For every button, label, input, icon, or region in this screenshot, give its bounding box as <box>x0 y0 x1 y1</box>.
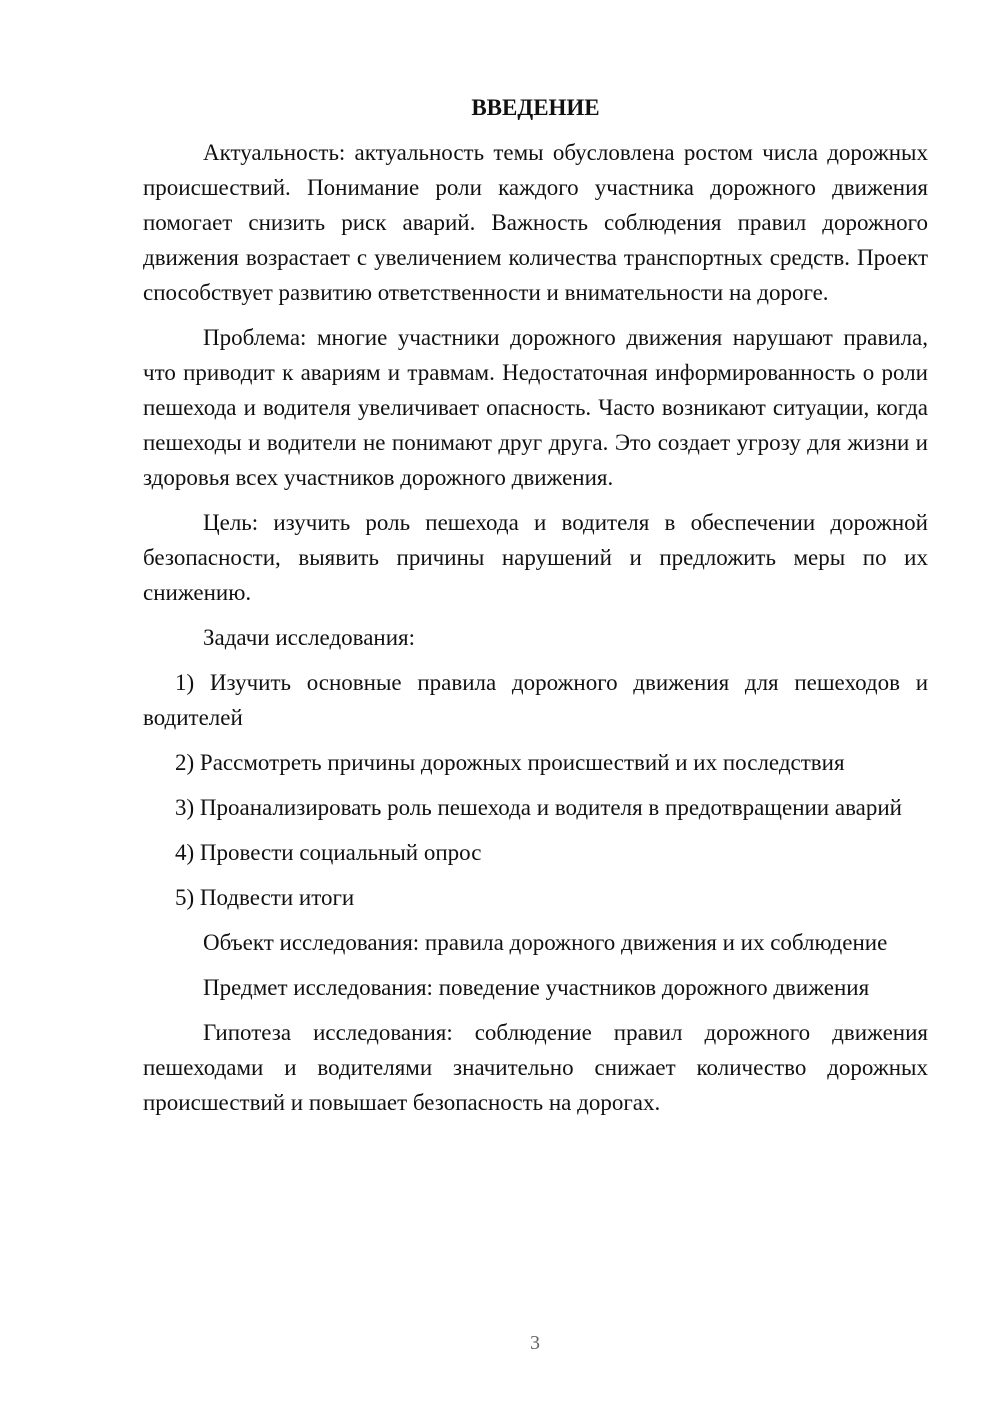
hypothesis-paragraph: Гипотеза исследования: соблюдение правил дорожного движения пешеходами и водителями значительно снижает количество дорожных происшествий и повышает безопасность на дорогах. <box>143 1020 928 1115</box>
task-item-1: 1) Изучить основные правила дорожного движения для пешеходов и водителей <box>143 670 928 730</box>
subject-paragraph: Предмет исследования: поведение участников дорожного движения <box>203 975 870 1000</box>
page-content <box>143 90 928 1130</box>
problem-paragraph: Проблема: многие участники дорожного движения нарушают правила, что приводит к авариям и травмам. Недостаточная информированность о роли пешехода и водителя увеличивает опасность. Часто возникают ситуации, когда пешеходы и водители не понимают друг друга. Это создает угрозу для жизни и здоровья всех участников дорожного движения. <box>143 325 928 490</box>
page-number: 3 <box>530 1332 540 1354</box>
task-item-4: 4) Провести социальный опрос <box>175 840 482 865</box>
task-item-5: 5) Подвести итоги <box>175 885 355 910</box>
section-heading: ВВЕДЕНИЕ <box>471 95 600 120</box>
relevance-paragraph: Актуальность: актуальность темы обусловлена ростом числа дорожных происшествий. Понимание роли каждого участника дорожного движения помогает снизить риск аварий. Важность соблюдения правил дорожного движения возрастает с увеличением количества транспортных средств. Проект способствует развитию ответственности и внимательности на дороге. <box>143 140 928 305</box>
task-item-3: 3) Проанализировать роль пешехода и водителя в предотвращении аварий <box>175 795 902 820</box>
goal-paragraph: Цель: изучить роль пешехода и водителя в обеспечении дорожной безопасности, выявить причины нарушений и предложить меры по их снижению. <box>143 510 928 605</box>
task-item-2: 2) Рассмотреть причины дорожных происшествий и их последствия <box>175 750 845 775</box>
tasks-heading: Задачи исследования: <box>203 625 416 650</box>
object-paragraph: Объект исследования: правила дорожного движения и их соблюдение <box>203 930 888 955</box>
